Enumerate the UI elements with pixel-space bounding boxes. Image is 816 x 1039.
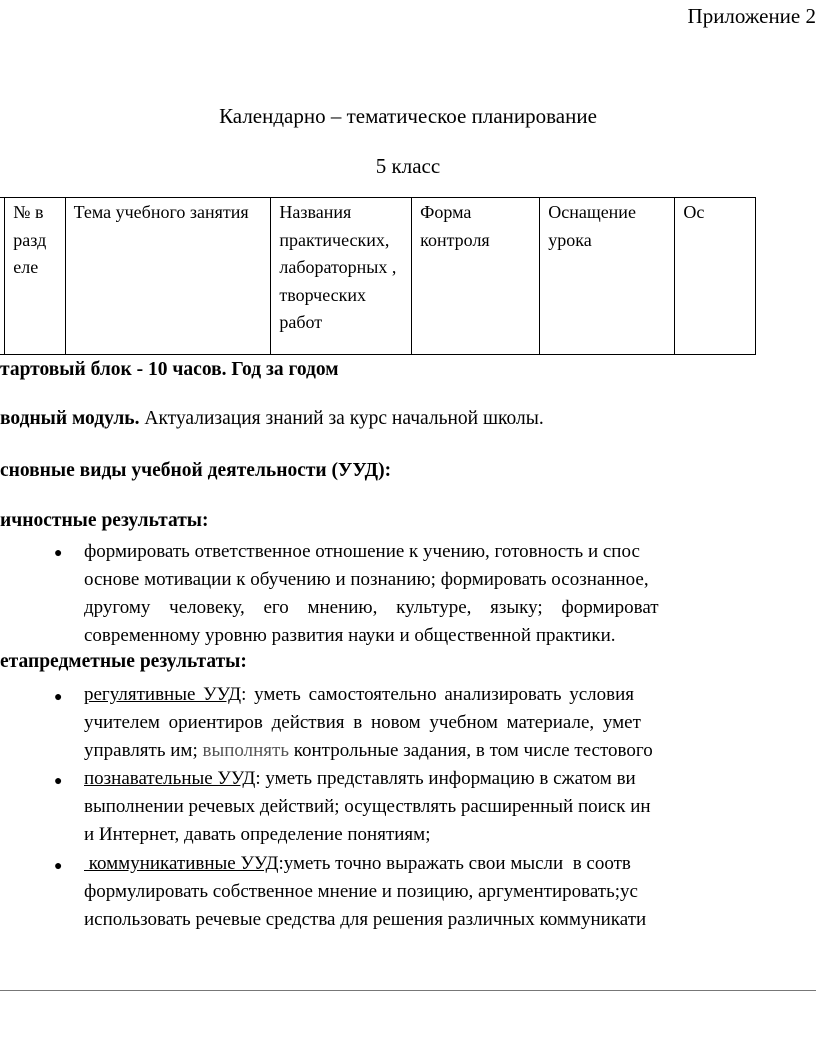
appendix-label: Приложение 2 bbox=[687, 4, 816, 28]
activities-heading: сновные виды учебной деятельности (УУД): bbox=[0, 460, 392, 481]
text-line: выполнении речевых действий; осуществлять расширенный поиск ин bbox=[84, 796, 651, 817]
text-line: коммуникативные УУД:уметь точно выражать свои мысли в соотв bbox=[84, 853, 631, 874]
text-line: и Интернет, давать определение понятиям; bbox=[84, 824, 431, 845]
text-line: управлять им; выполнять контрольные задания, в том числе тестового bbox=[84, 740, 653, 761]
personal-results-item bbox=[84, 538, 816, 650]
personal-results-heading: ичностные результаты: bbox=[0, 510, 209, 531]
bullet-icon: ● bbox=[54, 690, 63, 705]
table-header-row bbox=[0, 198, 756, 355]
text-line: современному уровню развития науки и общественной практики. bbox=[84, 625, 616, 646]
start-block-heading: тартовый блок - 10 часов. Год за годом bbox=[0, 359, 339, 380]
text-line: формулировать собственное мнение и позицию, аргументировать;ус bbox=[84, 881, 638, 902]
header-cell-practical-works: Названия практических, лабораторных , творческих работ bbox=[271, 198, 412, 355]
text-line: использовать речевые средства для решения различных коммуникати bbox=[84, 909, 647, 930]
grade-label: 5 класс bbox=[375, 154, 441, 178]
planning-table bbox=[0, 197, 756, 355]
regulatory-term: регулятивные УУД bbox=[84, 684, 242, 705]
intro-module-label: водный модуль. bbox=[0, 408, 140, 429]
text-line: другому человеку, его мнению, культуре, языку; формироват bbox=[84, 597, 659, 618]
intro-module-line bbox=[0, 408, 544, 430]
text-line: формировать ответственное отношение к учению, готовность и спос bbox=[84, 541, 640, 562]
page-divider bbox=[0, 990, 816, 991]
intro-module-text: Актуализация знаний за курс начальной школы. bbox=[139, 408, 544, 429]
header-cell-partial: Ос bbox=[675, 198, 756, 355]
cognitive-term: познавательные УУД bbox=[84, 768, 256, 789]
meta-results-heading: етапредметные результаты: bbox=[0, 651, 247, 672]
regulatory-item bbox=[84, 681, 816, 765]
header-cell-section-number: № в разд еле bbox=[5, 198, 65, 355]
bullet-icon: ● bbox=[54, 546, 63, 561]
text-line: основе мотивации к обучению и познанию; формировать осознанное, bbox=[84, 569, 649, 590]
text-line: познавательные УУД: уметь представлять информацию в сжатом ви bbox=[84, 768, 636, 789]
header-cell-topic: Тема учебного занятия bbox=[65, 198, 271, 355]
bullet-icon: ● bbox=[54, 859, 63, 874]
cognitive-item bbox=[84, 765, 816, 849]
header-cell-equipment: Оснащение урока bbox=[540, 198, 675, 355]
document-title: Календарно – тематическое планирование bbox=[219, 104, 597, 128]
communicative-term: коммуникативные УУД bbox=[84, 853, 279, 874]
bullet-icon: ● bbox=[54, 774, 63, 789]
text-line: учителем ориентиров действия в новом учебном материале, умет bbox=[84, 712, 641, 733]
communicative-item bbox=[84, 850, 816, 934]
text-line: регулятивные УУД: уметь самостоятельно анализировать условия bbox=[84, 684, 635, 705]
header-cell-control-form: Форма контроля bbox=[412, 198, 540, 355]
